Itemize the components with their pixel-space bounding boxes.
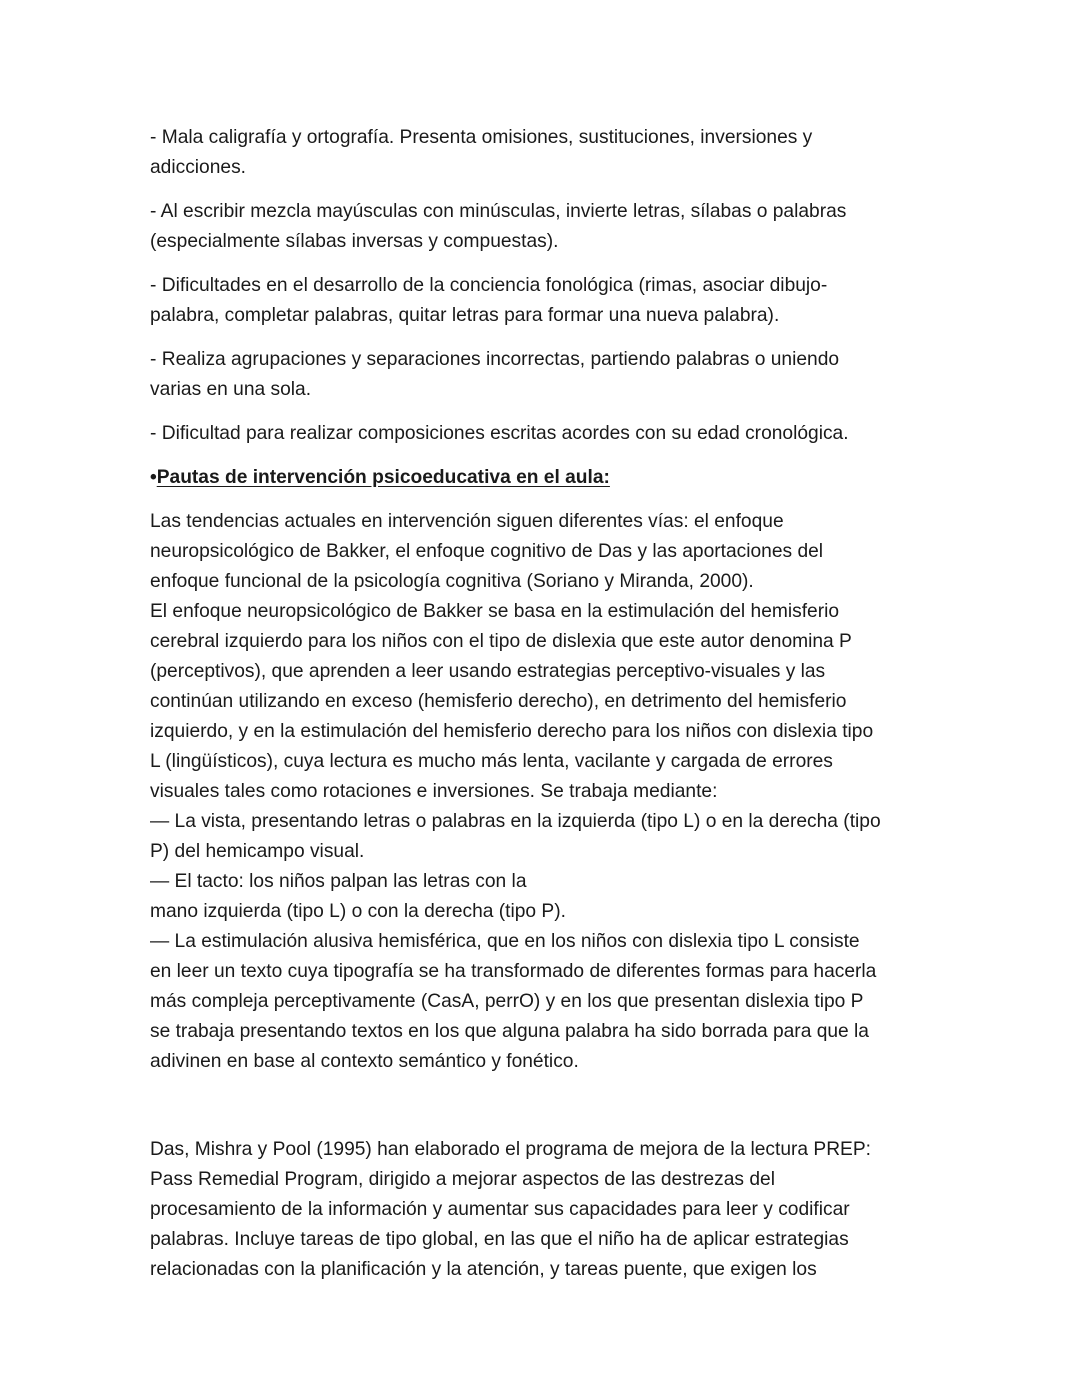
list-item: [150, 345, 940, 405]
text-line: más compleja perceptivamente (CasA, perrO) y en los que presentan dislexia tipo P: [150, 991, 864, 1012]
text-line: - Realiza agrupaciones y separaciones incorrectas, partiendo palabras o uniendo: [150, 349, 840, 370]
list-item: [150, 419, 940, 449]
section-heading-text: Pautas de intervención psicoeducativa en el aula:: [156, 467, 610, 488]
bullet-icon: •: [150, 467, 157, 488]
text-line: — El tacto: los niños palpan las letras con la: [150, 871, 527, 892]
section-heading: [150, 463, 940, 493]
text-line: se trabaja presentando textos en los que alguna palabra ha sido borrada para que la: [150, 1021, 869, 1042]
text-line: Pass Remedial Program, dirigido a mejorar aspectos de las destrezas del: [150, 1169, 775, 1190]
text-line: neuropsicológico de Bakker, el enfoque cognitivo de Das y las aportaciones del: [150, 541, 824, 562]
text-line: continúan utilizando en exceso (hemisferio derecho), en detrimento del hemisferio: [150, 691, 847, 712]
text-line: Las tendencias actuales en intervención siguen diferentes vías: el enfoque: [150, 511, 784, 532]
list-item: [150, 197, 940, 257]
text-line: (especialmente sílabas inversas y compuestas).: [150, 231, 559, 252]
text-line: mano izquierda (tipo L) o con la derecha (tipo P).: [150, 901, 566, 922]
text-line: izquierdo, y en la estimulación del hemisferio derecho para los niños con dislexia tipo: [150, 721, 874, 742]
text-line: — La estimulación alusiva hemisférica, que en los niños con dislexia tipo L consiste: [150, 931, 860, 952]
text-line: en leer un texto cuya tipografía se ha transformado de diferentes formas para hacerla: [150, 961, 877, 982]
text-line: Das, Mishra y Pool (1995) han elaborado el programa de mejora de la lectura PREP:: [150, 1139, 871, 1160]
text-line: procesamiento de la información y aumentar sus capacidades para leer y codificar: [150, 1199, 850, 1220]
text-line: palabra, completar palabras, quitar letras para formar una nueva palabra).: [150, 305, 780, 326]
text-line: El enfoque neuropsicológico de Bakker se basa en la estimulación del hemisferio: [150, 601, 840, 622]
text-line: relacionadas con la planificación y la atención, y tareas puente, que exigen los: [150, 1259, 817, 1280]
list-item: [150, 271, 940, 331]
text-line: — La vista, presentando letras o palabras en la izquierda (tipo L) o en la derecha (tipo: [150, 811, 881, 832]
document-page: [150, 123, 940, 1299]
text-line: - Dificultades en el desarrollo de la conciencia fonológica (rimas, asociar dibujo-: [150, 275, 828, 296]
text-line: - Mala caligrafía y ortografía. Presenta omisiones, sustituciones, inversiones y: [150, 127, 813, 148]
text-line: enfoque funcional de la psicología cognitiva (Soriano y Miranda, 2000).: [150, 571, 754, 592]
text-line: palabras. Incluye tareas de tipo global, en las que el niño ha de aplicar estrategias: [150, 1229, 849, 1250]
paragraph-spacer: [150, 1091, 940, 1135]
text-line: cerebral izquierdo para los niños con el tipo de dislexia que este autor denomina P: [150, 631, 852, 652]
text-line: - Al escribir mezcla mayúsculas con minúsculas, invierte letras, sílabas o palabras: [150, 201, 847, 222]
text-line: adivinen en base al contexto semántico y fonético.: [150, 1051, 579, 1072]
body-paragraph: [150, 507, 940, 1077]
text-line: P) del hemicampo visual.: [150, 841, 365, 862]
body-paragraph: [150, 1135, 940, 1285]
text-line: visuales tales como rotaciones e inversiones. Se trabaja mediante:: [150, 781, 718, 802]
text-line: - Dificultad para realizar composiciones escritas acordes con su edad cronológica.: [150, 423, 849, 444]
list-item: [150, 123, 940, 183]
text-line: adicciones.: [150, 157, 246, 178]
text-line: (perceptivos), que aprenden a leer usando estrategias perceptivo-visuales y las: [150, 661, 826, 682]
text-line: L (lingüísticos), cuya lectura es mucho más lenta, vacilante y cargada de errores: [150, 751, 833, 772]
text-line: varias en una sola.: [150, 379, 312, 400]
